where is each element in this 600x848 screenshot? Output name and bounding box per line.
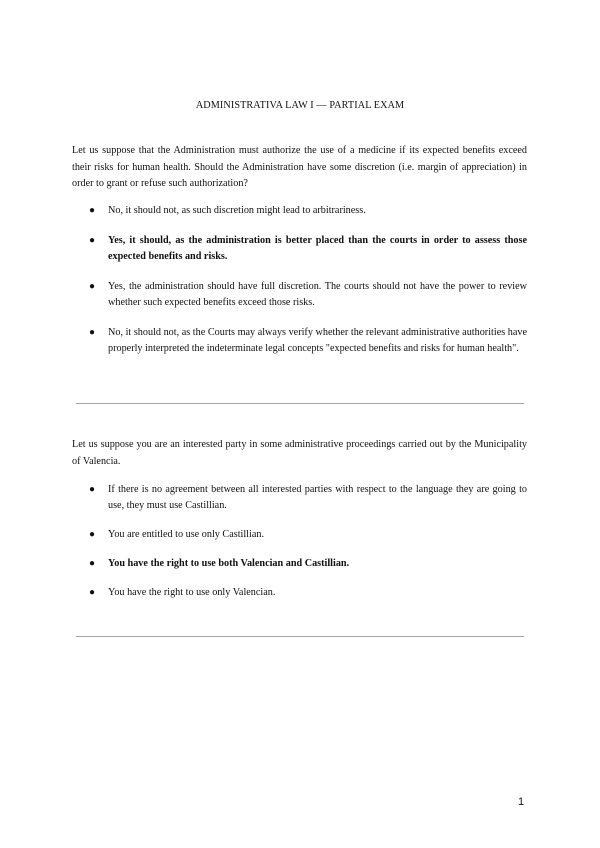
bullet-icon: ● (89, 205, 96, 216)
bullet-icon: ● (89, 235, 96, 246)
bullet-icon: ● (89, 281, 96, 292)
question-2-option-3-correct (72, 556, 527, 572)
question-1-option-2-correct (72, 233, 527, 265)
option-text: No, it should not, as such discretion might lead to arbitrariness. (108, 205, 366, 216)
question-1-text: Let us suppose that the Administration must authorize the use of a medicine if its expected benefits exceed their risks for human health. Should the Administration have some discretion (i.e. margin of appreciation) in order to grant or refuse such authorization? (72, 145, 527, 189)
option-text: You are entitled to use only Castillian. (108, 529, 265, 540)
question-2-options (72, 482, 527, 614)
bullet-icon: ● (89, 529, 96, 540)
option-text: If there is no agreement between all interested parties with respect to the language they are going to use, they must use Castillian. (108, 484, 527, 511)
option-text: No, it should not, as the Courts may always verify whether the relevant administrative authorities have properly interpreted the indeterminate legal concepts "expected benefits and risks for human health". (108, 327, 527, 354)
page-title: ADMINISTRATIVA LAW I — PARTIAL EXAM (195, 100, 405, 111)
question-2-option-2 (72, 527, 527, 543)
section-divider (76, 636, 524, 637)
question-2-text: Let us suppose you are an interested party in some administrative proceedings carried out by the Municipality of Valencia. (72, 439, 527, 467)
question-1-options (72, 203, 527, 371)
question-1-option-4 (72, 325, 527, 357)
section-divider (76, 403, 524, 404)
option-text: Yes, the administration should have full discretion. The courts should not have the power to review whether such expected benefits exceed those risks. (108, 281, 527, 308)
question-1-option-3 (72, 279, 527, 311)
bullet-icon: ● (89, 327, 96, 338)
question-1-option-1 (72, 203, 527, 219)
bullet-icon: ● (89, 587, 96, 598)
bullet-icon: ● (89, 484, 96, 495)
option-text: You have the right to use only Valencian. (108, 587, 276, 598)
page-number: 1 (518, 796, 525, 808)
bullet-icon: ● (89, 558, 96, 569)
option-text: You have the right to use both Valencian and Castillian. (108, 558, 350, 569)
question-2-option-4 (72, 585, 527, 601)
option-text: Yes, it should, as the administration is better placed than the courts in order to assess those expected benefits and risks. (108, 235, 527, 262)
question-2-option-1 (72, 482, 527, 514)
